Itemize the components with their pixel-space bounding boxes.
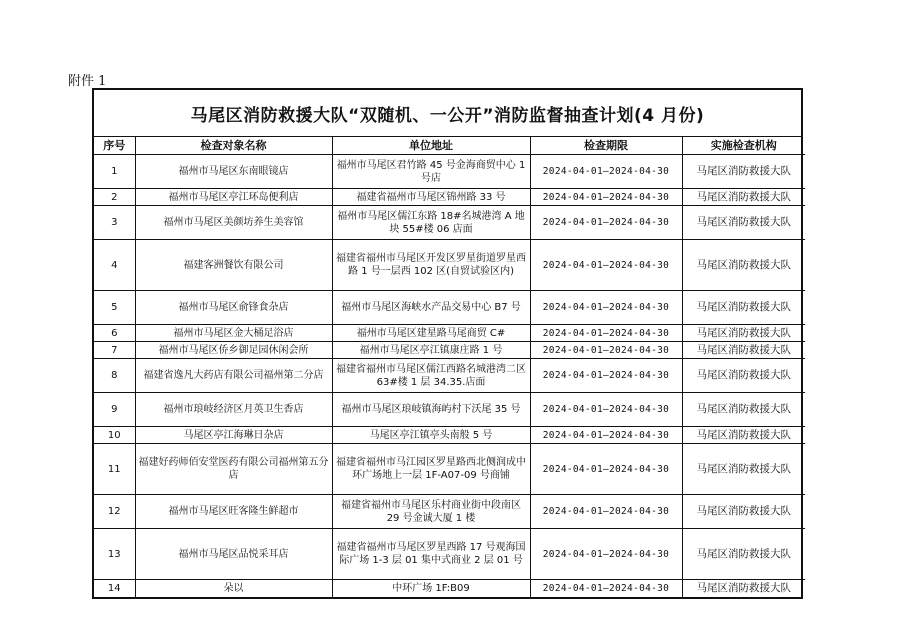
cell-address: 福州市马尾区君竹路 45 号金海商贸中心 1 号店: [332, 155, 530, 189]
cell-org: 马尾区消防救援大队: [682, 427, 805, 444]
cell-period: 2024-04-01—2024-04-30: [530, 155, 682, 189]
cell-period: 2024-04-01—2024-04-30: [530, 393, 682, 427]
cell-address: 福州市马尾区琅岐镇海屿村下沃尾 35 号: [332, 393, 530, 427]
cell-org: 马尾区消防救援大队: [682, 359, 805, 393]
table-row: [94, 325, 805, 342]
cell-period: 2024-04-01—2024-04-30: [530, 206, 682, 240]
cell-no: 6: [94, 325, 135, 342]
cell-org: 马尾区消防救援大队: [682, 580, 805, 597]
table-row: [94, 580, 805, 597]
cell-name: 福州市马尾区美颜坊养生美容馆: [135, 206, 332, 240]
cell-address: 中环广场 1F:B09: [332, 580, 530, 597]
cell-no: 3: [94, 206, 135, 240]
cell-period: 2024-04-01—2024-04-30: [530, 495, 682, 529]
cell-org: 马尾区消防救援大队: [682, 444, 805, 495]
header-address: 单位地址: [332, 137, 530, 155]
table-row: [94, 291, 805, 325]
table-row: [94, 495, 805, 529]
cell-address: 福建省福州市马尾区乐村商业街中段南区 29 号金诚大厦 1 楼: [332, 495, 530, 529]
cell-org: 马尾区消防救援大队: [682, 342, 805, 359]
cell-no: 4: [94, 240, 135, 291]
cell-name: 福建客洲餐饮有限公司: [135, 240, 332, 291]
cell-address: 福建省福州市马尾区儒江西路名城港湾二区 63#楼 1 层 34.35.店面: [332, 359, 530, 393]
cell-no: 13: [94, 529, 135, 580]
cell-address: 福州市马尾区儒江东路 18#名城港湾 A 地块 55#楼 06 店面: [332, 206, 530, 240]
cell-name: 福州市马尾区品悦采耳店: [135, 529, 332, 580]
cell-name: 福州市马尾区侨乡御足园休闲会所: [135, 342, 332, 359]
header-org: 实施检查机构: [682, 137, 805, 155]
cell-no: 12: [94, 495, 135, 529]
cell-no: 7: [94, 342, 135, 359]
table-row: [94, 155, 805, 189]
cell-no: 2: [94, 189, 135, 206]
cell-period: 2024-04-01—2024-04-30: [530, 240, 682, 291]
cell-period: 2024-04-01—2024-04-30: [530, 580, 682, 597]
cell-address: 福建省福州市马江园区罗星路西北侧润成中环广场地上一层 1F-A07-09 号商铺: [332, 444, 530, 495]
cell-org: 马尾区消防救援大队: [682, 189, 805, 206]
cell-address: 福建省福州市马尾区开发区罗星街道罗星西路 1 号一层西 102 区(自贸试验区内): [332, 240, 530, 291]
inspection-plan-table: [92, 88, 803, 599]
table-row: [94, 189, 805, 206]
cell-no: 14: [94, 580, 135, 597]
header-period: 检查期限: [530, 137, 682, 155]
document-title: 马尾区消防救援大队“双随机、一公开”消防监督抽查计划(4 月份): [94, 90, 801, 137]
table-row: [94, 529, 805, 580]
table-row: [94, 240, 805, 291]
cell-org: 马尾区消防救援大队: [682, 155, 805, 189]
cell-address: 福州市马尾区亭江镇康庄路 1 号: [332, 342, 530, 359]
cell-period: 2024-04-01—2024-04-30: [530, 359, 682, 393]
cell-address: 福州市马尾区海峡水产品交易中心 B7 号: [332, 291, 530, 325]
table-row: [94, 359, 805, 393]
cell-org: 马尾区消防救援大队: [682, 240, 805, 291]
cell-no: 8: [94, 359, 135, 393]
cell-period: 2024-04-01—2024-04-30: [530, 325, 682, 342]
cell-name: 马尾区亭江海琳日杂店: [135, 427, 332, 444]
cell-org: 马尾区消防救援大队: [682, 325, 805, 342]
cell-org: 马尾区消防救援大队: [682, 529, 805, 580]
attachment-label: 附件 1: [68, 74, 107, 89]
cell-address: 马尾区亭江镇亭头南般 5 号: [332, 427, 530, 444]
cell-name: 福州市马尾区金大桶足浴店: [135, 325, 332, 342]
cell-name: 福建省逸凡大药店有限公司福州第二分店: [135, 359, 332, 393]
cell-period: 2024-04-01—2024-04-30: [530, 529, 682, 580]
cell-address: 福州市马尾区建星路马尾商贸 C#: [332, 325, 530, 342]
table-row: [94, 393, 805, 427]
cell-name: 福州市马尾区亭江环岛便利店: [135, 189, 332, 206]
cell-org: 马尾区消防救援大队: [682, 393, 805, 427]
cell-no: 1: [94, 155, 135, 189]
table-header-row: [94, 137, 805, 155]
cell-name: 朵以: [135, 580, 332, 597]
table-row: [94, 342, 805, 359]
cell-no: 11: [94, 444, 135, 495]
table-row: [94, 427, 805, 444]
table-row: [94, 206, 805, 240]
cell-address: 福建省福州市马尾区罗星西路 17 号观海国际广场 1-3 层 01 集中式商业 2 层 01 号: [332, 529, 530, 580]
cell-period: 2024-04-01—2024-04-30: [530, 291, 682, 325]
cell-name: 福州市马尾区东南眼镜店: [135, 155, 332, 189]
cell-name: 福州市马尾区旺客隆生鲜超市: [135, 495, 332, 529]
cell-name: 福建好药师佰安堂医药有限公司福州第五分店: [135, 444, 332, 495]
cell-org: 马尾区消防救援大队: [682, 291, 805, 325]
cell-period: 2024-04-01—2024-04-30: [530, 189, 682, 206]
cell-period: 2024-04-01—2024-04-30: [530, 444, 682, 495]
cell-no: 5: [94, 291, 135, 325]
cell-no: 10: [94, 427, 135, 444]
header-name: 检查对象名称: [135, 137, 332, 155]
cell-org: 马尾区消防救援大队: [682, 206, 805, 240]
cell-no: 9: [94, 393, 135, 427]
cell-name: 福州市琅岐经济区月英卫生香店: [135, 393, 332, 427]
cell-period: 2024-04-01—2024-04-30: [530, 342, 682, 359]
cell-address: 福建省福州市马尾区锦州路 33 号: [332, 189, 530, 206]
cell-org: 马尾区消防救援大队: [682, 495, 805, 529]
cell-period: 2024-04-01—2024-04-30: [530, 427, 682, 444]
cell-name: 福州市马尾区俞锋食杂店: [135, 291, 332, 325]
table-row: [94, 444, 805, 495]
plan-table: [94, 137, 805, 597]
header-no: 序号: [94, 137, 135, 155]
